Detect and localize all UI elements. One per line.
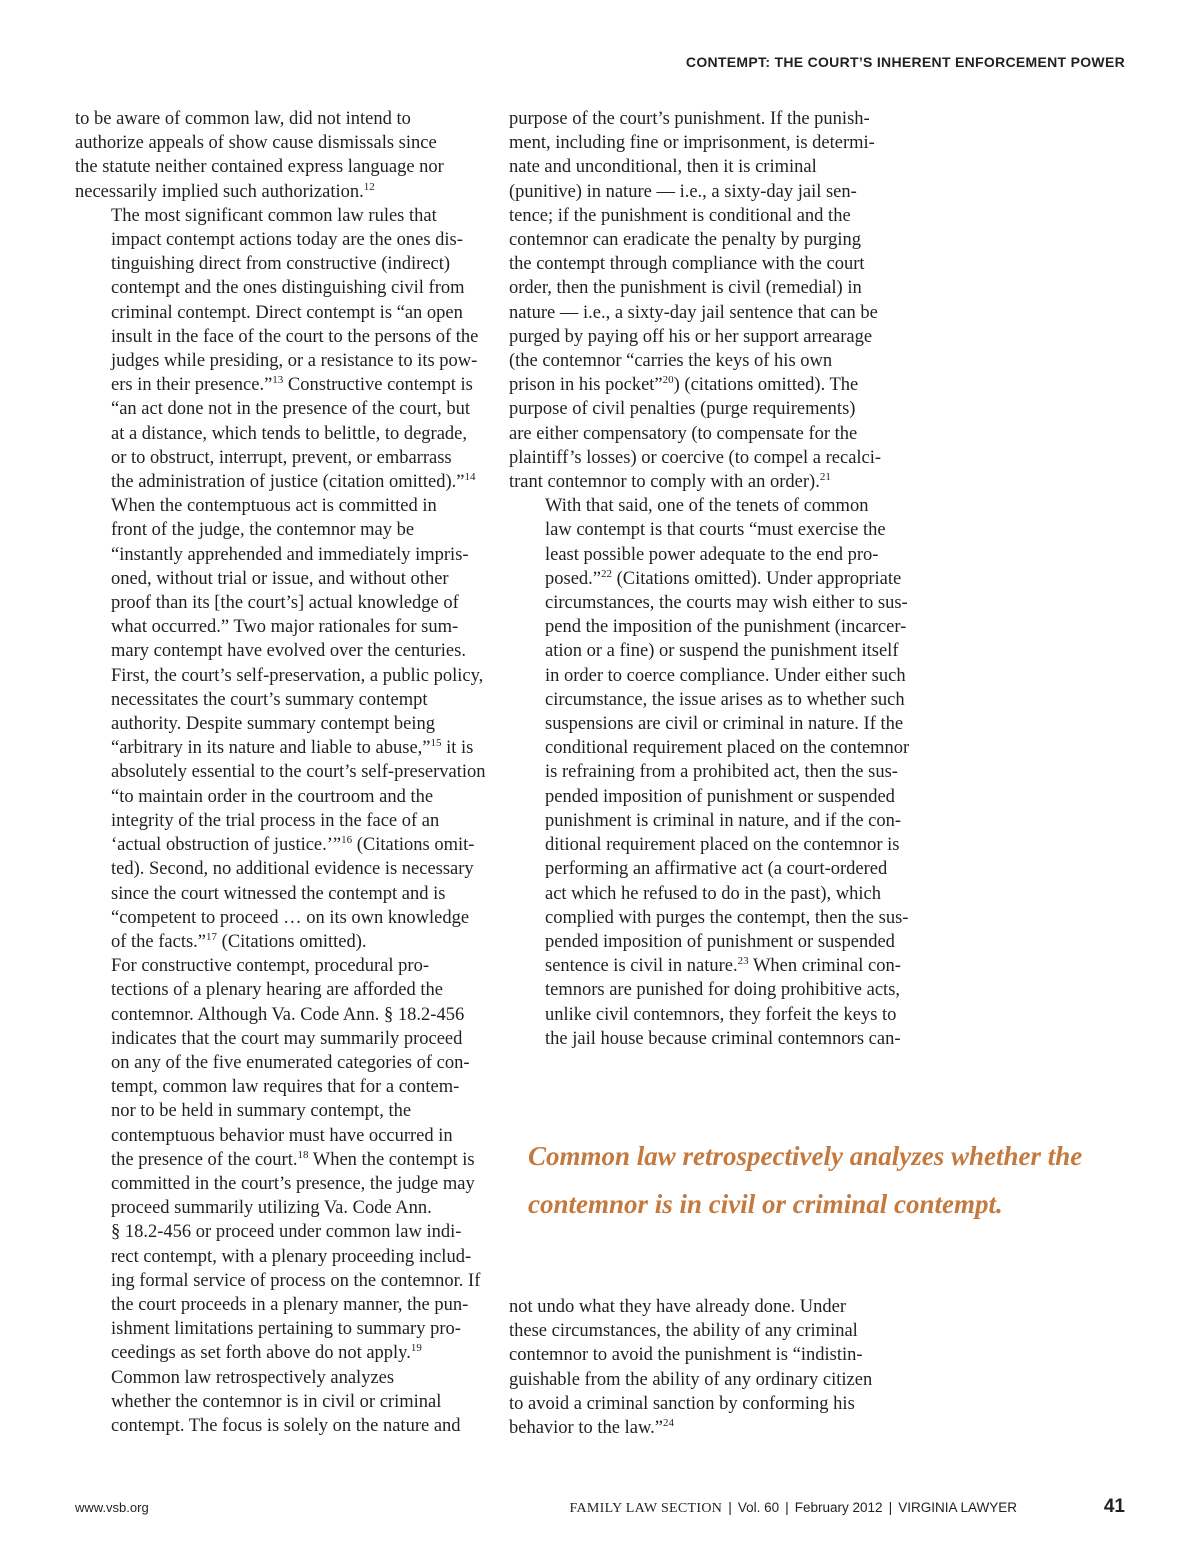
text-line: impact contempt actions today are the ones dis-	[111, 230, 463, 251]
left-column	[75, 107, 486, 1438]
text-segment: “arbitrary in its nature and liable to abuse,”	[111, 738, 431, 759]
text-line: temnors are punished for doing prohibitive acts,	[545, 980, 901, 1001]
text-segment: trant contemnor to comply with an order).	[509, 472, 820, 493]
pull-quote-line: contemnor is in civil or criminal contempt.	[528, 1189, 1003, 1219]
text-segment: it is	[441, 738, 474, 759]
paragraph	[75, 107, 475, 204]
text-line: mary contempt have evolved over the centuries.	[111, 641, 466, 662]
text-line: With that said, one of the tenets of common	[545, 496, 869, 517]
text-line: pended imposition of punishment or suspended	[545, 786, 895, 807]
text-segment: (Citations omit-	[352, 835, 475, 856]
footer-separator: |	[785, 1499, 789, 1515]
text-segment: the administration of justice (citation omitted).”	[111, 472, 465, 493]
text-line: proceed summarily utilizing Va. Code Ann.	[111, 1198, 432, 1219]
text-line: order, then the punishment is civil (remedial) in	[509, 278, 862, 299]
footnote-ref: 18	[297, 1148, 309, 1161]
text-line: ishment limitations pertaining to summary pro-	[111, 1319, 461, 1340]
text-line	[509, 470, 909, 494]
text-segment: ) (citations omitted). The	[673, 375, 859, 396]
paragraph	[75, 1366, 475, 1439]
text-line: nate and unconditional, then it is criminal	[509, 157, 817, 178]
footnote-ref: 17	[206, 930, 218, 943]
text-line: is refraining from a prohibited act, then the sus-	[545, 762, 898, 783]
text-line: ditional requirement placed on the contemnor is	[545, 835, 900, 856]
text-line: Common law retrospectively analyzes	[111, 1367, 395, 1388]
text-segment: sentence is civil in nature.	[545, 956, 738, 977]
text-line: plaintiff’s losses) or coercive (to compel a recalci-	[509, 447, 882, 468]
text-line: authority. Despite summary contempt being	[111, 714, 436, 735]
text-line	[509, 1416, 909, 1440]
text-line: contempt. The focus is solely on the nature and	[111, 1415, 461, 1436]
text-segment: the presence of the court.	[111, 1149, 298, 1170]
footnote-ref: 12	[363, 180, 375, 193]
text-line: authorize appeals of show cause dismissals since	[75, 133, 437, 154]
text-line: “competent to proceed … on its own knowledge	[111, 907, 470, 928]
text-line: ment, including fine or imprisonment, is determi-	[509, 133, 875, 154]
text-line: suspensions are civil or criminal in nature. If the	[545, 714, 904, 735]
text-line: the court proceeds in a plenary manner, the pun-	[111, 1294, 469, 1315]
text-line: integrity of the trial process in the face of an	[111, 810, 440, 831]
text-segment: Constructive contempt is	[283, 375, 473, 396]
text-line: the statute neither contained express language nor	[75, 157, 444, 178]
footer-section-name: FAMILY LAW SECTION	[569, 1501, 723, 1516]
footnote-ref: 22	[601, 567, 612, 580]
text-line: pended imposition of punishment or suspended	[545, 931, 895, 952]
pull-quote	[528, 1132, 1128, 1228]
footnote-ref: 16	[341, 834, 353, 847]
text-line: criminal contempt. Direct contempt is “an open	[111, 302, 463, 323]
text-line: The most significant common law rules that	[111, 205, 437, 226]
paragraph	[75, 204, 486, 954]
text-line	[75, 373, 475, 397]
page-number: 41	[1103, 1496, 1125, 1517]
text-segment: (Citations omitted). Under appropriate	[612, 568, 902, 589]
text-line	[75, 180, 475, 204]
text-line: necessitates the court’s summary contempt	[111, 689, 428, 710]
text-segment: ‘actual obstruction of justice.’”	[111, 835, 342, 856]
text-line	[75, 930, 475, 954]
text-line: indicates that the court may summarily proceed	[111, 1028, 463, 1049]
text-line: at a distance, which tends to belittle, to degrade,	[111, 423, 468, 444]
text-line: proof than its [the court’s] actual knowledge of	[111, 593, 459, 614]
text-segment: When criminal con-	[748, 956, 901, 977]
paragraph	[509, 107, 909, 494]
text-line: (the contemnor “carries the keys of his own	[509, 351, 833, 372]
footer-separator: |	[888, 1499, 893, 1515]
text-line: tempt, common law requires that for a contem-	[111, 1077, 460, 1098]
text-line	[509, 373, 909, 397]
text-line: to be aware of common law, did not intend to	[75, 109, 411, 129]
text-line: rect contempt, with a plenary proceeding includ-	[111, 1246, 472, 1267]
text-line	[75, 736, 475, 760]
pull-quote-line: Common law retrospectively analyzes whether the	[528, 1141, 1083, 1171]
text-segment: posed.”	[545, 568, 601, 589]
text-line: on any of the five enumerated categories of con-	[111, 1052, 470, 1073]
text-line: ing formal service of process on the contemnor. If	[111, 1270, 481, 1291]
text-line: in order to coerce compliance. Under either such	[545, 665, 906, 686]
footer-separator: |	[728, 1499, 732, 1515]
text-line: to avoid a criminal sanction by conforming his	[509, 1393, 855, 1414]
text-line: punishment is criminal in nature, and if the con-	[545, 810, 902, 831]
text-line: guishable from the ability of any ordinary citizen	[509, 1369, 873, 1390]
right-column-bottom	[509, 1295, 909, 1440]
text-line: not undo what they have already done. Under	[509, 1297, 847, 1317]
text-line: law contempt is that courts “must exercise the	[545, 520, 886, 541]
text-line: purpose of the court’s punishment. If the punish-	[509, 109, 870, 129]
text-line: the jail house because criminal contemnors can-	[545, 1028, 901, 1049]
paragraph	[509, 1295, 909, 1440]
text-line: judges while presiding, or a resistance to its pow-	[111, 351, 478, 372]
footer-publication-name: VIRGINIA LAWYER	[898, 1500, 1017, 1515]
text-line: When the contemptuous act is committed in	[111, 496, 437, 517]
text-line	[75, 1148, 475, 1172]
footer-volume: Vol. 60	[737, 1500, 780, 1515]
text-line: committed in the court’s presence, the judge may	[111, 1173, 475, 1194]
text-line	[75, 1341, 475, 1365]
text-line: First, the court’s self-preservation, a public policy,	[111, 665, 484, 686]
footnote-ref: 19	[410, 1342, 422, 1355]
text-segment: (Citations omitted).	[217, 931, 367, 952]
text-segment: ceedings as set forth above do not apply.	[111, 1343, 411, 1364]
text-line: ted). Second, no additional evidence is necessary	[111, 859, 474, 880]
text-line: contempt and the ones distinguishing civil from	[111, 278, 465, 299]
text-line	[509, 567, 909, 591]
text-line: whether the contemnor is in civil or criminal	[111, 1391, 442, 1412]
footer-publication-info	[569, 1499, 1017, 1517]
text-line: unlike civil contemnors, they forfeit the keys to	[545, 1004, 897, 1025]
text-line	[75, 833, 475, 857]
footnote-ref: 21	[819, 471, 831, 484]
footer-website-link[interactable]: www.vsb.org	[75, 1500, 149, 1515]
text-line: insult in the face of the court to the persons of the	[111, 326, 479, 347]
text-line: oned, without trial or issue, and without other	[111, 568, 449, 589]
footnote-ref: 13	[272, 374, 284, 387]
text-line: tence; if the punishment is conditional and the	[509, 205, 851, 226]
text-line: purged by paying off his or her support arrearage	[509, 326, 873, 347]
text-line: front of the judge, the contemnor may be	[111, 520, 415, 541]
text-line: these circumstances, the ability of any criminal	[509, 1321, 858, 1342]
running-head-title: CONTEMPT: THE COURT’S INHERENT ENFORCEMENT POWER	[685, 54, 1125, 70]
text-line: contemnor to avoid the punishment is “indistin-	[509, 1345, 863, 1366]
footer-date: February 2012	[794, 1500, 883, 1515]
paragraph	[509, 494, 909, 1051]
footnote-ref: 15	[430, 737, 442, 750]
text-line: tinguishing direct from constructive (indirect)	[111, 254, 451, 275]
text-line: complied with purges the contempt, then the sus-	[545, 907, 909, 928]
text-line: least possible power adequate to the end pro-	[545, 544, 879, 565]
footnote-ref: 23	[737, 955, 749, 968]
footnote-ref: 20	[662, 374, 674, 387]
text-line: are either compensatory (to compensate for the	[509, 423, 858, 444]
text-line: contemnor. Although Va. Code Ann. § 18.2-456	[111, 1004, 465, 1025]
text-line: nor to be held in summary contempt, the	[111, 1101, 412, 1122]
text-segment: ers in their presence.”	[111, 375, 273, 396]
text-line: absolutely essential to the court’s self-preservation	[111, 762, 486, 783]
text-segment: necessarily implied such authorization.	[75, 181, 364, 202]
text-line: since the court witnessed the contempt and is	[111, 883, 446, 904]
text-line	[509, 954, 909, 978]
text-line: performing an affirmative act (a court-ordered	[545, 859, 888, 880]
text-line: contemptuous behavior must have occurred in	[111, 1125, 453, 1146]
text-line: purpose of civil penalties (purge requirements)	[509, 399, 856, 420]
text-segment: prison in his pocket”	[509, 375, 663, 396]
text-line: what occurred.” Two major rationales for sum-	[111, 617, 459, 638]
text-line: the contempt through compliance with the court	[509, 254, 865, 275]
text-segment: of the facts.”	[111, 931, 207, 952]
text-line: contemnor can eradicate the penalty by purging	[509, 230, 862, 251]
footnote-ref: 14	[464, 471, 476, 484]
text-line: “to maintain order in the courtroom and the	[111, 786, 434, 807]
paragraph	[75, 954, 481, 1365]
text-line: pend the imposition of the punishment (incarcer-	[545, 617, 907, 638]
text-segment: When the contempt is	[308, 1149, 475, 1170]
text-line: § 18.2-456 or proceed under common law indi-	[111, 1222, 462, 1243]
text-segment: behavior to the law.”	[509, 1418, 663, 1439]
text-line: “an act done not in the presence of the court, but	[111, 399, 471, 420]
text-line	[75, 470, 475, 494]
text-line: ation or a fine) or suspend the punishment itself	[545, 641, 899, 662]
right-column-top	[509, 107, 909, 1051]
text-line: conditional requirement placed on the contemnor	[545, 738, 910, 759]
text-line: (punitive) in nature — i.e., a sixty-day jail sen-	[509, 181, 857, 202]
text-line: tections of a plenary hearing are afforded the	[111, 980, 443, 1001]
text-line: For constructive contempt, procedural pro-	[111, 956, 429, 977]
text-line: “instantly apprehended and immediately impris-	[111, 544, 469, 565]
text-line: nature — i.e., a sixty-day jail sentence that can be	[509, 302, 878, 323]
text-line: or to obstruct, interrupt, prevent, or embarrass	[111, 447, 452, 468]
text-line: circumstance, the issue arises as to whether such	[545, 689, 905, 710]
text-line: act which he refused to do in the past), which	[545, 883, 881, 904]
text-line: circumstances, the courts may wish either to sus-	[545, 593, 908, 614]
footnote-ref: 24	[662, 1417, 674, 1430]
